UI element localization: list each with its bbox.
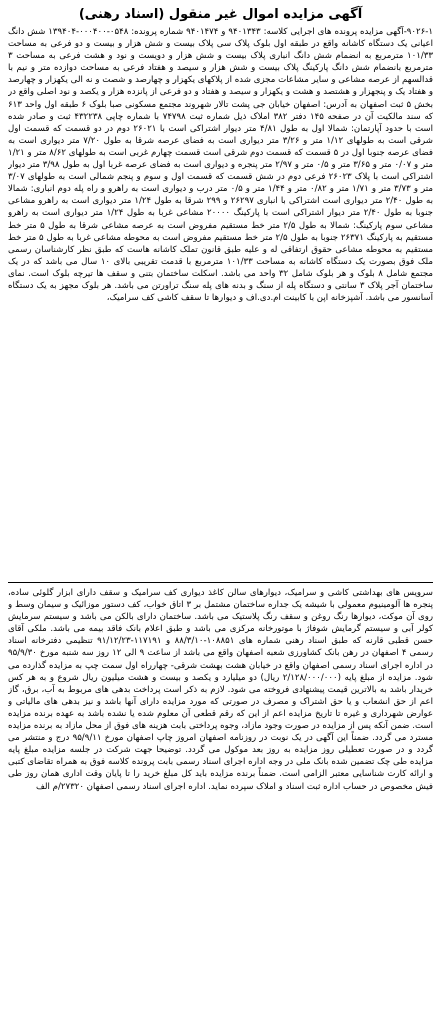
- notice-body-part2: سرویس های بهداشتی کاشی و سرامیک، دیوارهای سالن کاغذ دیواری کف سرامیک و سقف دارای ابزار گلوئی ساده، پنجره ها آلومینیوم معمولی با شیشه یک جداره ساختمان مشتمل بر ۳ اتاق خواب، کف دستور موزائیک و سیمان وسط و روی آن موکت، دیوارها رنگ روغن و سقف رنگ پلاستیک می باشد. ساختمان دارای بالکن می باشد و سیستم سرمایش کولر آبی و سیستم گرمایش شوفاژ با موتورخانه مرکزی می باشد و طبق اعلام بانک فاقد بیمه می باشد. ملکی آقای حسن قطبی قارنه که طبق اسناد رهنی شماره های ۱۰۸۸۵۱-۸۸/۳/۱۰ و ۱۱۷۱۹۱-۹۱/۱۲/۲۳ تنظیمی دفترخانه اسناد رسمی ۴ اصفهان در رهن بانک کشاورزی شعبه اصفهان واقع می باشد از ساعت ۹ الی ۱۲ روز سه شنبه مورخ ۹۵/۹/۳۰ در اداره اجرای اسناد رسمی اصفهان واقع در خیابان هشت بهشت شرقی- چهارراه اول سمت چپ به مزایده گذارده می شود. مزایده از مبلغ پایه (۲/۱۲۸/۰۰۰/۰۰۰ ریال) دو میلیارد و یکصد و بیست و هشت میلیون ریال شروع و به هر کس خریدار باشد به بالاترین قیمت پیشنهادی فروخته می شود. لازم به ذکر است پرداخت بدهی های مربوط به آب، برق، گاز اعم از حق انشعاب و یا حق اشتراک و مصرف در صورتی که مورد مزایده دارای آنها باشد و نیز بدهی های مالیاتی و عوارض شهرداری و غیره تا تاریخ مزایده اعم از این که رقم قطعی آن معلوم شده یا نشده باشد به عهده برنده مزایده است. ضمن آنکه پس از مزایده در صورت وجود مازاد، وجوه پرداختی بابت هزینه های فوق از محل مازاد به برنده مزایده مسترد می گردد. ضمناً این آگهی در یک نوبت در روزنامه اصفهان امروز چاپ اصفهان مورخ ۹۵/۹/۱۱ درج و منتشر می گردد و در صورت تعطیلی روز مزایده به روز بعد موکول می گردد. توضیحا جهت شرکت در جلسه مزایده مبلغ پایه مزایده طی چک تضمین شده بانک ملی در وجه اداره اجرای اسناد رسمی بابت پرونده کلاسه فوق به همراه تقاضای کتبی و ارائه کارت شناسایی معتبر الزامی است. ضمناً برنده مزایده باید کل مبلغ خرید را تا پایان وقت اداری همان روز طی فیش مخصوص در حساب اداره ثبت اسناد و املاک سپرده نماید. اداره اجرای اسناد رسمی اصفهان ۲۷۳۲۰/م الف: [8, 588, 433, 792]
- notice-title: آگهی مزایده اموال غیر منقول (اسناد رهنی): [78, 7, 363, 22]
- notice-body-part1: ۹۰۲۶-۱-آگهی مزایده پرونده های اجرایی کلاسه: ۹۴۰۱۳۴۳ و ۹۴۰۱۴۷۴ شماره پرونده: ۰۵۴۸-۰۰۰۴۰۰-۱۳۹۴۰۴ شش دانگ اعیانی یک دستگاه کاشانه واقع در طبقه اول بلوک پلاک سی پلاک بیست و شش هزار و بیست و دو فرعی به مساحت ۱۰۱/۳۳ مترمربع به انضمام شش دانگ انباری پلاک بیست و شش هزار و دویست و نود و هشت فرعی به مساحت ۳ مترمربع بانضمام شش دانگ پارکینگ پلاک بیست و شش هزار و سیصد و هفتاد فرعی به مساحت دوازده متر و نیم با قدالسهم از عرصه مشاعی و سایر مشاعات مجزی شده از پلاکهای یکهزار و چهارصد و شصت و نه الی یکهزار و چهارصد و هفتاد یک و پنجهزار و هشتصد و هشت و یکهزار و سیصد و هفتاد و دو فرعی از پانزده هزار و یکصد و نود اصلی واقع در بخش ۵ ثبت اصفهان به آدرس: اصفهان خیابان جی پشت تالار شهروند مجتمع مسکونی صبا بلوک ۶ طبقه اول واحد ۶۱۳ که سند مالکیت آن در صفحه ۱۴۵ دفتر ۳۸۲ املاک ذیل شماره ثبت ۷۴۷۹۸ با شماره چاپی ۴۳۲۲۳۸ ثبت و صادر شده است با حدود آپارتمان: شمالا اول به طول ۴/۸۱ متر دیوار اشتراکی است با ۲۶۰۲۱ دوم در دو قسمت که قسمت اول شرقی است به طولهای ۱/۱۲ متر و ۳/۲۶ متر دیواری است به فضای عرصه شرقا به طول ۷/۲۰ متر دیواری است به فضای عرصه جنوبا اول در ۵ قسمت که قسمت دوم شرقی است قسمت چهارم غربی است به طولهای ۸/۶۲ متر و ۱/۲۱ متر و ۰/۰۷ متر و ۳/۶۵ متر و ۰/۵ متر و ۲/۹۷ متر پنجره و دیواری است به فضای عرصه غربا اول به طول ۳/۹۸ متر دیوار اشتراکی است با پلاک ۲۶۰۲۳ فرعی دوم در شش قسمت که قسمت اول و سوم و پنجم شمالی است به طولهای ۳/۰۷ متر و ۳/۷۳ متر و ۱/۷۱ متر و ۰/۸۲ متر و ۱/۴۴ متر و ۰/۵ متر درب و دیواری است به راهرو و راه پله دوم انباری: شمالا به طول ۲/۴۰ متر دیواری است اشتراکی با انباری ۲۶۲۹۷ و ۲۹۹ شرقا به طول ۱/۲۴ متر دیواری است به راهرو مشاعی جنوبا به طول ۲/۴۰ متر دیوار اشتراکی است با پارکینگ ۲۰۰۰۰ مشاعی غربا به طول ۱/۲۴ متر دیواری است به راهرو مشاعی سوم پارکینگ: شمالا به طول ۲/۵ متر خط مستقیم مفروض است به عرصه مشاعی شرقا به طول ۵ متر خط مستقیم به پارکینگ ۲۶۳۷۱ جنوبا به طول ۲/۵ متر خط مستقیم مفروض است به محوطه مشاعی غربا به طول ۵ متر خط مستقیم به محوطه مشاعی حقوق ارتفاقی له و علیه طبق قانون تملک کاشانه هاست که طبق نظر کارشناسان رسمی ملک فوق بصورت یک دستگاه کاشانه به مساحت ۱۰۱/۳۳ مترمربع با قدمت تقریبی بالای ۱۰ سال می باشد که در یک مجتمع شامل ۸ بلوک و هر بلوک شامل ۳۲ واحد می باشد. اسکلت ساختمان بتنی و سقف ها تیرچه بلوک است. نمای ساختمان آجر پلاک ۳ سانتی و دستگاه پله از سنگ و بدنه های پله سنگ تراورتن می باشد. هر بلوک مجهز به یک دستگاه آسانسور می باشد. آشپزخانه اپن با کابینت ام.دی.اف و دیوارها تا سقف کاشی کف سرامیک،: [8, 27, 433, 304]
